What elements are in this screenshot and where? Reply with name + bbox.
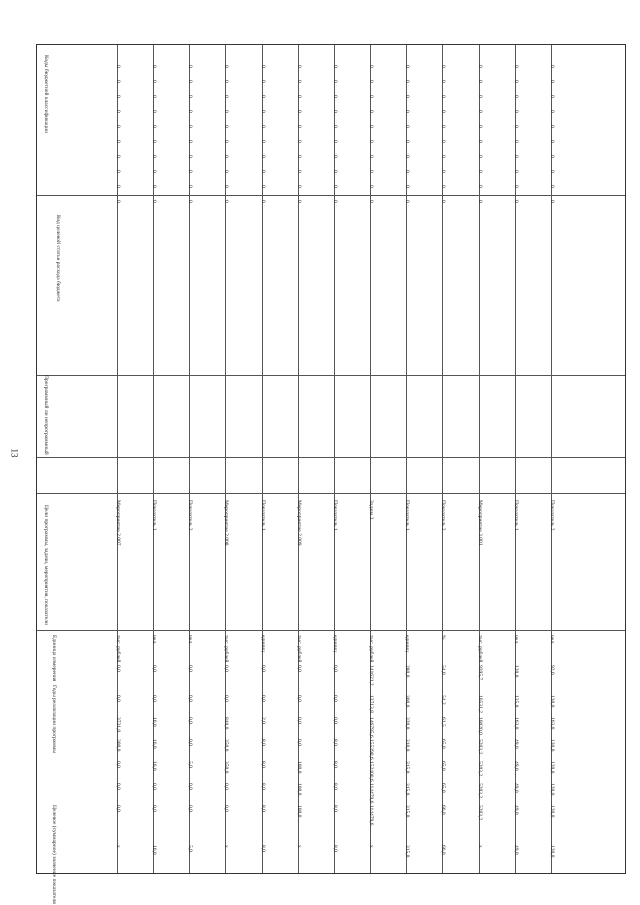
- table-row-code-digit: 0: [548, 170, 555, 173]
- table-row-year-value: 0,0: [295, 717, 302, 724]
- header-years: Годы реализации программы: [51, 685, 57, 753]
- table-row-year-value: 350,0: [223, 761, 230, 774]
- table-row-code-digit: 0: [223, 65, 230, 68]
- table-row-code-digit: 0: [115, 140, 121, 143]
- table-row-name: Мероприятие 3.001: [476, 500, 483, 546]
- table-row-code-digit: 0: [331, 80, 338, 83]
- table-row-code-digit: 0: [295, 140, 302, 143]
- table-row-code-digit: 0: [259, 155, 266, 158]
- table-row-target: х: [295, 845, 302, 848]
- table-row-code-digit: 0: [331, 125, 338, 128]
- table-row-code-digit: 0: [368, 80, 375, 83]
- table-row-code-digit: 0: [331, 185, 338, 188]
- table-row-year-value: 54,2: [440, 695, 447, 705]
- table-row-code-digit: 0: [440, 65, 447, 68]
- table-row-code-digit: 0: [187, 185, 194, 188]
- table-row-target: 8,0: [259, 845, 266, 852]
- table-row-year-value: 8,0: [331, 739, 338, 746]
- table-row-code-digit: 0: [295, 110, 302, 113]
- table-row-code-digit: 0: [440, 80, 447, 83]
- table-row-year-value: 8,0: [259, 783, 266, 790]
- table-row-code-digit: 0: [440, 155, 447, 158]
- table-row-year-value: 0,0: [187, 695, 194, 702]
- table-row-year-value: 0,0: [115, 805, 121, 812]
- header-goal: Цели программы, задачи, мероприятия, показатели: [43, 505, 49, 625]
- table-row-code-digit: 0: [223, 170, 230, 173]
- header-codes: Коды бюджетной классификации: [43, 55, 49, 133]
- header-program: Программный ли непрограммный: [43, 375, 49, 455]
- table-row-year-value: 315,0: [404, 805, 411, 818]
- table-row-year-value: 114479,6: [368, 783, 375, 804]
- table-row-code-digit: 0: [368, 110, 375, 113]
- table-row-code-digit: 0: [476, 155, 483, 158]
- table-row-target: 16,0: [151, 845, 158, 855]
- table-row-unit: единиц: [331, 635, 338, 652]
- table-row-year-value: 49,0: [512, 805, 519, 815]
- table-row-code-digit: 0: [440, 95, 447, 98]
- table-row-fin: 0,0: [331, 665, 338, 672]
- table-row-code-digit: 0: [295, 170, 302, 173]
- table-row-code-digit: 0: [512, 65, 519, 68]
- table-row-year-value: 0,0: [115, 783, 121, 790]
- table-row-name: Показатель 1: [331, 500, 338, 531]
- table-row-year-value: 0,0: [115, 761, 121, 768]
- table-row-code-digit: 0: [476, 65, 483, 68]
- table-row-year-value: 5,0: [187, 761, 194, 768]
- table-row-year-value: 0,0: [223, 783, 230, 790]
- table-row-year-value: 0,0: [259, 695, 266, 702]
- table-row-target: х: [368, 845, 375, 848]
- table-row-year-value: 5203,2: [476, 783, 483, 799]
- table-row-year-value: 100,0: [295, 805, 302, 818]
- table-row-code-digit: 0: [223, 95, 230, 98]
- table-row-year-value: 120,0: [548, 761, 555, 774]
- table-row-year-value: 0,0: [151, 805, 158, 812]
- table-row-code-digit: 0: [404, 95, 411, 98]
- table-row-code-digit: 0: [404, 170, 411, 173]
- table-row-fin: 54,0: [440, 665, 447, 675]
- table-row-code-digit: 0: [223, 125, 230, 128]
- table-row-code-digit: 0: [368, 185, 375, 188]
- table-row-code-digit: 0: [295, 200, 302, 203]
- table-row-code-digit: 0: [259, 80, 266, 83]
- table-row-code-digit: 0: [259, 140, 266, 143]
- table-row-year-value: 0,0: [187, 805, 194, 812]
- table-row-unit: тыс. рублей: [476, 635, 483, 663]
- table-row-fin: 0,0: [223, 665, 230, 672]
- table-row-year-value: 350,0: [223, 739, 230, 752]
- table-row-year-value: 0,0: [223, 805, 230, 812]
- band-line: [37, 493, 625, 494]
- band-line: [37, 195, 625, 196]
- table-row-code-digit: 0: [259, 125, 266, 128]
- table-row-year-value: 16,0: [151, 761, 158, 771]
- table-row-fin: 0,0: [151, 665, 158, 672]
- table-row-code-digit: 0: [512, 110, 519, 113]
- table-row-code-digit: 0: [259, 110, 266, 113]
- table-row-code-digit: 0: [295, 65, 302, 68]
- page-number: 13: [9, 448, 20, 458]
- table-row-code-digit: 0: [404, 140, 411, 143]
- table-row-year-value: 8,0: [331, 783, 338, 790]
- table-row-year-value: 65,0: [440, 761, 447, 771]
- table-row-unit: единиц: [404, 635, 411, 652]
- table-row-code-digit: 0: [187, 80, 194, 83]
- table-row-code-digit: 0: [331, 140, 338, 143]
- table-row-year-value: 310,0: [404, 739, 411, 752]
- table-row-unit: тыс. рублей: [115, 635, 121, 663]
- table-row-year-value: 0,0: [187, 717, 194, 724]
- table-row-code-digit: 0: [115, 170, 121, 173]
- header-target-code: Код целевой статьи расхода бюджета: [55, 215, 61, 302]
- table-row-code-digit: 0: [368, 170, 375, 173]
- table-row-name: Показатель 1: [512, 500, 519, 531]
- table-row-code-digit: 0: [187, 200, 194, 203]
- table-row-code-digit: 0: [404, 65, 411, 68]
- table-row-name: Показатель 2: [548, 500, 555, 531]
- table-row-year-value: 315,0: [404, 761, 411, 774]
- table-row-code-digit: 0: [151, 125, 158, 128]
- table-row-year-value: 0,0: [151, 783, 158, 790]
- table-row-name: Показатель 2: [440, 500, 447, 531]
- table-row-code-digit: 0: [295, 95, 302, 98]
- table-row-code-digit: 0: [440, 110, 447, 113]
- table-row-year-value: 146795,6: [368, 717, 375, 738]
- table-row-code-digit: 0: [331, 170, 338, 173]
- table-row-unit: чел.: [187, 635, 194, 645]
- table-row-code-digit: 0: [295, 155, 302, 158]
- table-row-code-digit: 0: [476, 185, 483, 188]
- table-row-code-digit: 0: [115, 155, 121, 158]
- table-row-code-digit: 0: [548, 140, 555, 143]
- table-row-code-digit: 0: [368, 200, 375, 203]
- table-row-code-digit: 0: [476, 80, 483, 83]
- table-row-code-digit: 0: [151, 80, 158, 83]
- table-row-unit: единиц: [259, 635, 266, 652]
- table-row-code-digit: 0: [151, 155, 158, 158]
- table-row-name: Мероприятие 2.008: [223, 500, 230, 546]
- table-row-code-digit: 0: [331, 155, 338, 158]
- table-row-code-digit: 0: [440, 185, 447, 188]
- table-row-year-value: 8,0: [259, 805, 266, 812]
- table-row-code-digit: 0: [295, 80, 302, 83]
- table-row-code-digit: 0: [115, 185, 121, 188]
- table-row-target: х: [223, 845, 230, 848]
- table-row-code-digit: 0: [548, 110, 555, 113]
- table-row-year-value: 135,0: [512, 695, 519, 708]
- table-row-name: Мероприятие 2.007: [115, 500, 121, 546]
- table-row-unit: тыс. рублей: [295, 635, 302, 663]
- table-row-year-value: 49,0: [512, 739, 519, 749]
- table-row-code-digit: 0: [548, 80, 555, 83]
- table-row-code-digit: 0: [223, 140, 230, 143]
- table-row-code-digit: 0: [187, 95, 194, 98]
- table-row-unit: чел.: [548, 635, 555, 645]
- table-row-code-digit: 0: [404, 155, 411, 158]
- table-row-code-digit: 0: [512, 200, 519, 203]
- table-row-year-value: 114479,6: [368, 805, 375, 826]
- table-row-year-value: 840,0: [223, 717, 230, 730]
- table-row-year-value: 5203,2: [476, 761, 483, 777]
- table-row-year-value: 315,0: [404, 783, 411, 796]
- table-row-fin: 0,0: [259, 665, 266, 672]
- table-row-year-value: 0,0: [115, 695, 121, 702]
- table-row-code-digit: 0: [115, 125, 121, 128]
- table-row-code-digit: 0: [115, 95, 121, 98]
- table-row-unit: чел.: [512, 635, 519, 645]
- table-row-code-digit: 0: [115, 110, 121, 113]
- table-row-target: 5,0: [187, 845, 194, 852]
- table-row-code-digit: 0: [151, 185, 158, 188]
- table-row-year-value: 10020,0: [476, 717, 483, 735]
- table-row-year-value: 300,0: [115, 739, 121, 752]
- table-row-year-value: 100,0: [295, 761, 302, 774]
- table-row-code-digit: 0: [259, 185, 266, 188]
- table-row-year-value: 163,0: [548, 717, 555, 730]
- table-row-year-value: 8,0: [331, 761, 338, 768]
- table-row-code-digit: 0: [368, 95, 375, 98]
- table-row-code-digit: 0: [548, 95, 555, 98]
- table-row-year-value: 8,0: [331, 805, 338, 812]
- table-row-year-value: 0,0: [223, 695, 230, 702]
- table-row-code-digit: 0: [512, 170, 519, 173]
- table-row-fin: 9395,7: [476, 665, 483, 681]
- table-row-code-digit: 0: [440, 125, 447, 128]
- table-row-code-digit: 0: [512, 80, 519, 83]
- table-row-code-digit: 0: [187, 110, 194, 113]
- table-row-target: 49,0: [512, 845, 519, 855]
- table-row-target: х: [476, 845, 483, 848]
- table-row-fin: 280,0: [404, 665, 411, 678]
- table-row-code-digit: 0: [187, 65, 194, 68]
- table-row-code-digit: 0: [223, 110, 230, 113]
- table-row-code-digit: 0: [259, 65, 266, 68]
- table-row-year-value: 120,0: [548, 783, 555, 796]
- table-row-name: Задача 3: [368, 500, 375, 520]
- table-row-code-digit: 0: [404, 125, 411, 128]
- table-row-code-digit: 0: [368, 125, 375, 128]
- table-row-year-value: 155390,6: [368, 739, 375, 760]
- table-row-code-digit: 0: [548, 155, 555, 158]
- table-row-year-value: 10531,2: [476, 695, 483, 713]
- table-row-year-value: 66,0: [440, 805, 447, 815]
- table-row-fin: 0,0: [295, 665, 302, 672]
- table-row-year-value: 5203,2: [476, 805, 483, 821]
- table-row-year-value: 0,0: [151, 695, 158, 702]
- table-row-code-digit: 0: [404, 80, 411, 83]
- table-row-year-value: 49,0: [512, 761, 519, 771]
- table-row-unit: %: [440, 635, 447, 640]
- table-row-code-digit: 0: [512, 140, 519, 143]
- table-row-target: 120,0: [548, 845, 555, 858]
- table-row-code-digit: 0: [440, 140, 447, 143]
- table-row-fin: 92,0: [548, 665, 555, 675]
- table-row-code-digit: 0: [476, 95, 483, 98]
- table-row-unit: чел.: [151, 635, 158, 645]
- table-row-year-value: 2,0: [259, 717, 266, 724]
- table-row-code-digit: 0: [512, 125, 519, 128]
- table-row-year-value: 65,0: [440, 783, 447, 793]
- table-row-target: 8,0: [331, 845, 338, 852]
- table-row-code-digit: 0: [404, 110, 411, 113]
- table-row-year-value: 61,5: [440, 717, 447, 727]
- table-row-code-digit: 0: [187, 170, 194, 173]
- table-row-year-value: 163,0: [512, 717, 519, 730]
- table-row-code-digit: 0: [151, 65, 158, 68]
- table-row-code-digit: 0: [440, 200, 447, 203]
- table-row-year-value: 0,0: [295, 739, 302, 746]
- table-row-code-digit: 0: [331, 65, 338, 68]
- table-row-year-value: 300,0: [404, 695, 411, 708]
- table-row-code-digit: 0: [187, 140, 194, 143]
- table-row-code-digit: 0: [476, 200, 483, 203]
- table-row-code-digit: 0: [295, 125, 302, 128]
- table-row-name: Показатель 2: [187, 500, 194, 531]
- table-row-code-digit: 0: [476, 140, 483, 143]
- table-row-code-digit: 0: [476, 125, 483, 128]
- table-row-code-digit: 0: [368, 140, 375, 143]
- table-row-code-digit: 0: [548, 185, 555, 188]
- table-row-year-value: 5203,2: [476, 739, 483, 755]
- table-row-year-value: 120,0: [548, 805, 555, 818]
- table-row-year-value: 49,0: [512, 783, 519, 793]
- table-row-year-value: 13713,8: [368, 695, 375, 713]
- table-row-year-value: 320,0: [404, 717, 411, 730]
- table-row-code-digit: 0: [115, 200, 121, 203]
- table-row-year-value: 0,0: [295, 695, 302, 702]
- table-row-unit: тыс. рублей: [368, 635, 375, 663]
- table-row-name: Показатель 1: [151, 500, 158, 531]
- band-line: [37, 457, 625, 458]
- table-row-target: 315,0: [404, 845, 411, 858]
- table-row-year-value: 0,0: [187, 783, 194, 790]
- table-row-code-digit: 0: [476, 110, 483, 113]
- table-row-code-digit: 0: [223, 200, 230, 203]
- table-row-year-value: 0,0: [331, 695, 338, 702]
- table-row-code-digit: 0: [331, 110, 338, 113]
- table-row-year-value: 16,0: [151, 717, 158, 727]
- table-row-year-value: 3731,0: [115, 717, 121, 733]
- table-row-target: х: [115, 845, 121, 848]
- table-row-fin: 141621,2: [368, 665, 375, 686]
- table-row-year-value: 130,0: [548, 739, 555, 752]
- table-row-unit: тыс. рублей: [223, 635, 230, 663]
- table-row-name: Показатель 1: [259, 500, 266, 531]
- band-line: [37, 630, 625, 631]
- table-row-code-digit: 0: [151, 110, 158, 113]
- table-row-code-digit: 0: [259, 170, 266, 173]
- table-row-fin: 120,0: [512, 665, 519, 678]
- table-row-code-digit: 0: [331, 200, 338, 203]
- table-row-code-digit: 0: [548, 65, 555, 68]
- band-line: [37, 375, 625, 376]
- table-row-year-value: 0,0: [331, 717, 338, 724]
- table-row-code-digit: 0: [368, 65, 375, 68]
- table-row-code-digit: 0: [548, 125, 555, 128]
- table-row-target: 66,0: [440, 845, 447, 855]
- table-row-code-digit: 0: [512, 155, 519, 158]
- table-row-fin: 0,0: [115, 665, 121, 672]
- table-row-year-value: 65,0: [440, 739, 447, 749]
- budget-table: [36, 44, 626, 904]
- table-row-code-digit: 0: [115, 65, 121, 68]
- table-row-year-value: 0,0: [187, 739, 194, 746]
- table-row-code-digit: 0: [512, 185, 519, 188]
- table-row-code-digit: 0: [548, 200, 555, 203]
- table-row-code-digit: 0: [223, 80, 230, 83]
- table-row-code-digit: 0: [151, 200, 158, 203]
- table-row-code-digit: 0: [223, 155, 230, 158]
- table-row-code-digit: 0: [476, 170, 483, 173]
- table-row-code-digit: 0: [187, 155, 194, 158]
- table-row-year-value: 130,0: [548, 695, 555, 708]
- table-row-code-digit: 0: [151, 170, 158, 173]
- table-row-code-digit: 0: [512, 95, 519, 98]
- table-row-code-digit: 0: [404, 200, 411, 203]
- table-row-code-digit: 0: [259, 200, 266, 203]
- table-row-year-value: 8,0: [259, 739, 266, 746]
- table-row-code-digit: 0: [115, 80, 121, 83]
- header-target: Целевое (суммарное) значение показателя: [51, 805, 57, 904]
- header-unit: Единица измерения: [51, 635, 57, 682]
- table-row-code-digit: 0: [440, 170, 447, 173]
- table-row-code-digit: 0: [368, 155, 375, 158]
- table-row-code-digit: 0: [151, 140, 158, 143]
- table-row-year-value: 16,0: [151, 739, 158, 749]
- table-row-name: Показатель 1: [404, 500, 411, 531]
- table-row-year-value: 100,0: [295, 783, 302, 796]
- table-row-code-digit: 0: [151, 95, 158, 98]
- table-row-code-digit: 0: [187, 125, 194, 128]
- table-row-year-value: 8,0: [259, 761, 266, 768]
- table-row-code-digit: 0: [259, 95, 266, 98]
- table-row-code-digit: 0: [404, 185, 411, 188]
- table-row-fin: 0,0: [187, 665, 194, 672]
- table-row-code-digit: 0: [223, 185, 230, 188]
- table-row-name: Мероприятие 2.009: [295, 500, 302, 546]
- table-row-year-value: 152400,6: [368, 761, 375, 782]
- table-row-code-digit: 0: [331, 95, 338, 98]
- table-row-code-digit: 0: [295, 185, 302, 188]
